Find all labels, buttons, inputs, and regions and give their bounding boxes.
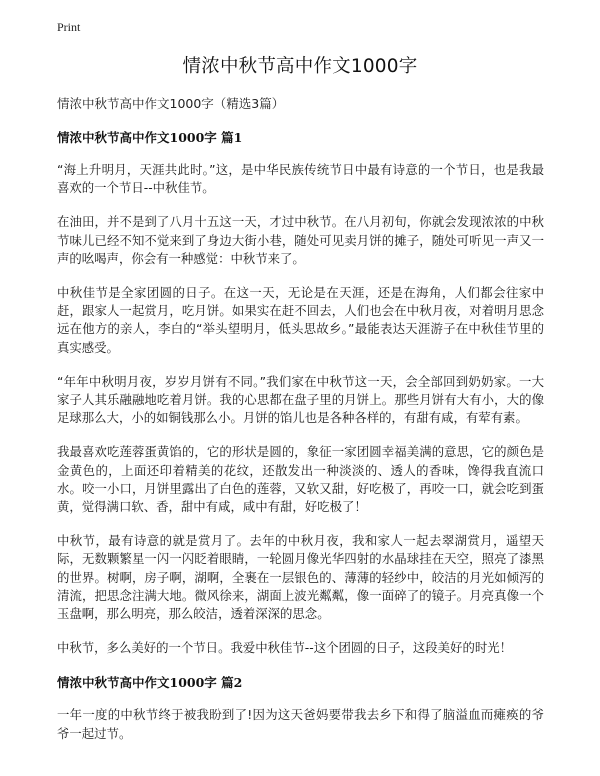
article-body	[57, 94, 544, 759]
paragraph-1-2: 在油田，并不是到了八月十五这一天，才过中秋节。在八月初旬，你就会发现浓浓的中秋节味儿已经不知不觉来到了身边大街小巷，随处可见卖月饼的摊子，随处可听见一声又一声的吆喝声，你会有一种感觉：中秋节来了。	[57, 214, 544, 266]
paragraph-1-5: 我最喜欢吃莲蓉蛋黄馅的，它的形状是圆的，象征一家团圆幸福美满的意思，它的颜色是金黄色的，上面还印着精美的花纹，还散发出一种淡淡的、透人的香味，馋得我直流口水。咬一小口，月饼里露出了白色的莲蓉，又软又甜，好吃极了，再咬一口，就会吃到蛋黄，觉得满口软、香，甜中有咸，咸中有甜，好吃极了！	[57, 444, 544, 515]
article-subtitle: 情浓中秋节高中作文1000字（精选3篇）	[57, 96, 285, 111]
paragraph-2-1: 一年一度的中秋节终于被我盼到了!因为这天爸妈要带我去乡下和得了脑溢血而瘫痪的爷爷一起过节。	[57, 707, 544, 741]
page-title: 情浓中秋节高中作文1000字	[182, 56, 418, 77]
paragraph-1-3: 中秋佳节是全家团圆的日子。在这一天，无论是在天涯，还是在海角，人们都会往家中赶，跟家人一起赏月，吃月饼。如果实在赶不回去，人们也会在中秋月夜，对着明月思念远在他方的亲人，李白的“举头望明月，低头思故乡。”最能表达天涯游子在中秋佳节里的真实感受。	[57, 285, 544, 355]
print-link[interactable]: Print	[57, 20, 81, 34]
paragraph-1-7: 中秋节，多么美好的一个节日。我爱中秋佳节--这个团圆的日子，这段美好的时光！	[57, 640, 513, 656]
paragraph-1-6: 中秋节，最有诗意的就是赏月了。去年的中秋月夜，我和家人一起去翠湖赏月，遥望天际，无数颗繁星一闪一闪眨着眼睛，一轮圆月像光华四射的水晶球挂在天空，照亮了漆黑的世界。树啊，房子啊，湖啊，全裹在一层银色的、薄薄的轻纱中，皎洁的月光如倾泻的清流，把思念注满大地。微风徐来，湖面上波光粼粼，像一面碎了的镜子。月亮真像一个玉盘啊，那么明亮，那么皎洁，透着深深的思念。	[57, 533, 544, 622]
section-heading-1: 情浓中秋节高中作文1000字 篇1	[57, 130, 243, 145]
paragraph-1-1: “海上升明月，天涯共此时。”这，是中华民族传统节日中最有诗意的一个节日，也是我最喜欢的一个节日--中秋佳节。	[57, 162, 544, 196]
section-heading-2: 情浓中秋节高中作文1000字 篇2	[57, 675, 243, 691]
paragraph-1-4: “年年中秋明月夜，岁岁月饼有不同。”我们家在中秋节这一天，会全部回到奶奶家。一大家子人其乐融融地吃着月饼。我的心思都在盘子里的月饼上。那些月饼有大有小，大的像足球那么大，小的如铜钱那么小。月饼的馅儿也是各种各样的，有甜有咸，有荤有素。	[57, 373, 544, 426]
